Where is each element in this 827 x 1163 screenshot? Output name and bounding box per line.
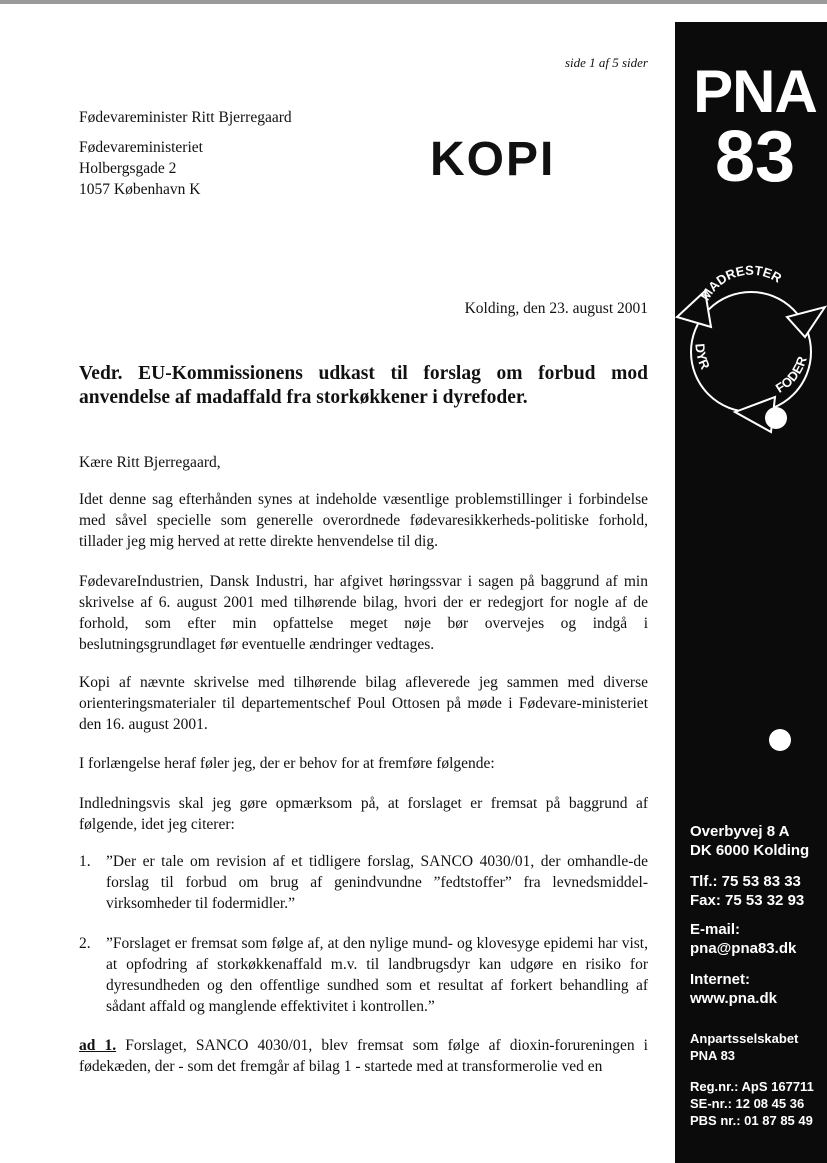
company-legal-name [690,1030,825,1064]
recipient-street: Holbergsgade 2 [79,160,177,177]
paragraph-3: Kopi af nævnte skrivelse med tilhørende bilag afleverede jeg sammen med diverse orienteringsmaterialer til departementschef Poul Ottosen på møde i Fødevare-ministeriet den 16. august 2001. [79,674,648,733]
recipient-name-block [79,107,292,128]
email-label: E-mail: [690,921,741,938]
web-address: www.pna.dk [690,990,777,1007]
letter-subject: Vedr. EU-Kommissionens udkast til forslag om forbud mod anvendelse af madaffald fra storkøkkener i dyrefoder. [79,363,648,408]
ad1-label: ad 1. [79,1037,117,1054]
recipient-name: Fødevareminister Ritt Bjerregaard [79,109,292,126]
emblem-label-top: MADRESTER [697,262,785,304]
quote-item-text: ”Forslaget er fremsat som følge af, at den nylige mund- og klovesyge epidemi har vist, at opfodring af storkøkkenaffald m.v. til landbrugsdyr kan udgøre en risiko for dyresundheden og den offentlige sundhed som et resultat af forkert behandling af sådant affald og manglende effektivitet i kontrollen.” [106,935,648,1015]
email-address: pna@pna83.dk [690,940,797,957]
quote-item-text: ”Der er tale om revision af et tidligere forslag, SANCO 4030/01, der omhandle-de forslag til forbud om brug af genindvundne ”fedtstoffer” fra levnedsmiddel-virksomheder til fodermidler.” [106,853,648,912]
arrow-right-icon [787,307,825,337]
salutation: Kære Ritt Bjerregaard, [79,454,221,471]
recycle-emblem-icon [675,247,827,447]
quote-item-number: 2. [79,935,91,952]
pbs-number: PBS nr.: 01 87 85 49 [690,1113,813,1128]
emblem-label-right: FODER [772,354,810,396]
ad1-text: Forslaget, SANCO 4030/01, blev fremsat som følge af dioxin-forureningen i fødekæden, der - som det fremgår af bilag 1 - startede med at transformerolie ved en [79,1037,648,1075]
company-type: Anpartsselskabet [690,1031,799,1046]
se-number: SE-nr.: 12 08 45 36 [690,1096,805,1111]
address-line-1: Overbyvej 8 A [690,823,790,840]
paragraph-5: Indledningsvis skal jeg gøre opmærksom på, at forslaget er fremsat på baggrund af følgende, idet jeg citerer: [79,795,648,833]
company-name: PNA 83 [690,1048,736,1063]
fax-number: Fax: 75 53 32 93 [690,892,805,909]
reg-number: Reg.nr.: ApS 167711 [690,1079,814,1094]
copy-stamp: KOPI [430,133,556,186]
recipient-city: 1057 København K [79,181,201,198]
quote-item-1 [79,851,648,914]
emblem-label-left: DYR [692,342,714,372]
page-number: side 1 af 5 sider [564,55,648,70]
company-web [690,970,825,1008]
quote-item-2 [79,933,648,1017]
quote-item-number: 1. [79,853,91,870]
pna-logo [685,58,825,197]
recipient-address [79,137,203,200]
company-address [690,822,825,860]
paragraph-4: I forlængelse heraf føler jeg, der er behov for at fremføre følgende: [79,755,495,772]
company-phone-fax [690,872,825,910]
logo-line-1: PNA [693,58,817,125]
letter-date: Kolding, den 23. august 2001 [464,300,648,317]
sidebar-dot-icon [765,407,787,429]
paragraph-ad1 [79,1035,648,1077]
company-email [690,920,825,958]
internet-label: Internet: [690,971,750,988]
paragraph-1: Idet denne sag efterhånden synes at indeholde væsentlige problemstillinger i forbindelse med såvel specielle som generelle overordnede fødevaresikkerheds-politiske forhold, tillader jeg mig herved at rette direkte henvendelse til dig. [79,491,648,550]
scan-edge-line [0,0,827,4]
sidebar-dot-icon [769,729,791,751]
paragraph-2: FødevareIndustrien, Dansk Industri, har afgivet høringssvar i sagen på baggrund af min skrivelse af 6. august 2001 med tilhørende bilag, hvori der er redegjort for nogle af de forhold, som efter min opfattelse meget nøje bør overvejes og indgå i beslutningsgrundlaget før eventuelle ændringer vedtages. [79,573,648,653]
logo-line-2: 83 [714,117,796,197]
phone-number: Tlf.: 75 53 83 33 [690,873,801,890]
address-line-2: DK 6000 Kolding [690,842,810,859]
company-registration [690,1078,825,1129]
recipient-org: Fødevareministeriet [79,139,203,156]
company-sidebar [675,22,827,1163]
